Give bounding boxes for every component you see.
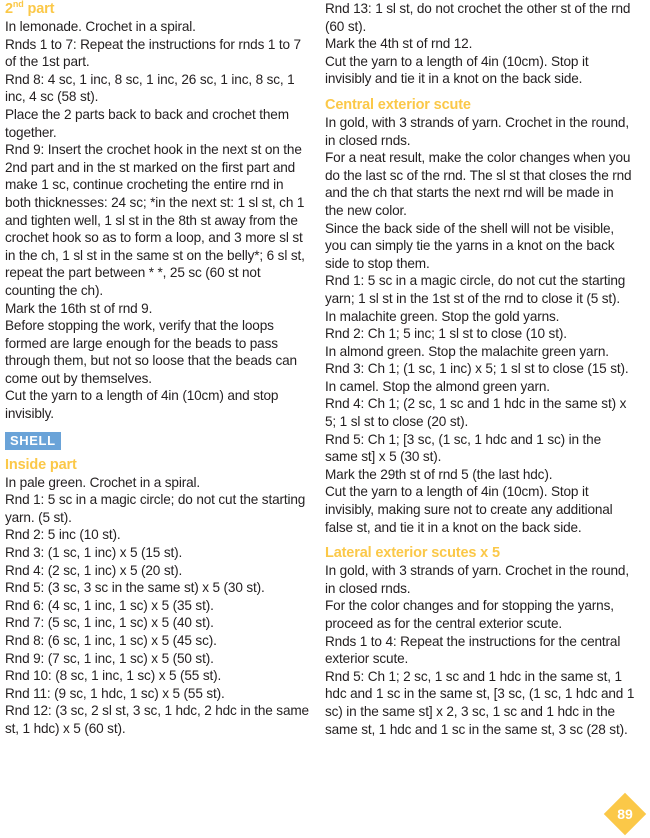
instruction-line: Rnd 8: 4 sc, 1 inc, 8 sc, 1 inc, 26 sc, 1 inc, 8 sc, 1 inc, 4 sc (58 st). xyxy=(5,71,295,105)
instruction-line: In camel. Stop the almond green yarn. xyxy=(325,378,550,394)
instruction-line: Rnd 5: (3 sc, 3 sc in the same st) x 5 (30 st). xyxy=(5,580,265,596)
heading-superscript: nd xyxy=(12,0,24,10)
instruction-line: In pale green. Crochet in a spiral. xyxy=(5,474,200,490)
instruction-line: Rnds 1 to 4: Repeat the instructions for the central exterior scute. xyxy=(325,633,621,667)
instruction-line: Since the back side of the shell will not be visible, you can simply tie the yarns in a knot on the back side to stop them. xyxy=(325,220,615,271)
instruction-line: In lemonade. Crochet in a spiral. xyxy=(5,19,196,34)
instruction-line: Rnd 2: Ch 1; 5 inc; 1 sl st to close (10 st). xyxy=(325,326,567,342)
section-heading-second-part xyxy=(5,0,310,18)
section-lateral-exterior-scutes xyxy=(325,544,635,738)
left-column xyxy=(5,0,310,738)
instruction-line: In gold, with 3 strands of yarn. Crochet in the round, in closed rnds. xyxy=(325,114,629,148)
section-heading-inside-part: Inside part xyxy=(5,456,77,473)
instruction-line: Rnd 9: (7 sc, 1 inc, 1 sc) x 5 (50 st). xyxy=(5,650,214,666)
instruction-line: Rnd 1: 5 sc in a magic circle; do not cut the starting yarn. (5 st). xyxy=(5,492,306,525)
instruction-line: Rnd 11: (9 sc, 1 hdc, 1 sc) x 5 (55 st). xyxy=(5,685,225,701)
heading-number: 2 xyxy=(5,1,13,17)
instruction-line: Mark the 16th st of rnd 9. xyxy=(5,300,153,316)
instruction-line: Rnd 4: Ch 1; (2 sc, 1 sc and 1 hdc in the same st) x 5; 1 sl st to close (20 st). xyxy=(325,396,627,430)
instruction-line: Rnd 12: (3 sc, 2 sl st, 3 sc, 1 hdc, 2 hdc in the same st, 1 hdc) x 5 (60 st). xyxy=(5,703,309,736)
page-number: 89 xyxy=(617,806,633,822)
instruction-line: In gold, with 3 strands of yarn. Crochet in the round, in closed rnds. xyxy=(325,563,629,596)
section-second-part xyxy=(5,0,310,423)
instruction-line: For the color changes and for stopping the yarns, proceed as for the central exterior scute. xyxy=(325,598,614,631)
section-heading-lateral-scutes: Lateral exterior scutes x 5 xyxy=(325,545,500,562)
instruction-line: Before stopping the work, verify that the loops formed are large enough for the beads to pass through them, but not so loose that the beads can come out by themselves. xyxy=(5,318,297,386)
instruction-line: Cut the yarn to a length of 4in (10cm) and stop invisibly. xyxy=(5,388,279,422)
instruction-line: Rnd 6: (4 sc, 1 inc, 1 sc) x 5 (35 st). xyxy=(5,597,214,613)
spacer xyxy=(325,88,635,96)
instruction-line: Rnd 3: Ch 1; (1 sc, 1 inc) x 5; 1 sl st to close (15 st). xyxy=(325,361,629,377)
instruction-line: Cut the yarn to a length of 4in (10cm). Stop it invisibly and tie it in a knot on the back side. xyxy=(325,53,589,87)
instruction-line: Rnd 5: Ch 1; [3 sc, (1 sc, 1 hdc and 1 sc) in the same st] x 5 (30 st). xyxy=(325,431,601,465)
heading-text: part xyxy=(23,1,55,17)
instruction-line: Rnd 13: 1 sl st, do not crochet the other st of the rnd (60 st). xyxy=(325,1,631,34)
section-inside-part xyxy=(5,456,310,738)
instruction-line: Rnd 3: (1 sc, 1 inc) x 5 (15 st). xyxy=(5,545,183,561)
instruction-line: Rnd 8: (6 sc, 1 inc, 1 sc) x 5 (45 sc). xyxy=(5,633,217,648)
instruction-line: Rnd 2: 5 inc (10 st). xyxy=(5,527,121,543)
instruction-line: Rnd 9: Insert the crochet hook in the next st on the 2nd part and in the st marked on the first part and make 1 sc, continue crocheting the entire rnd in both thicknesses: 24 sc; *in the next st: 1 sl st, ch 1 and tighten well, 1 sl st in the 8th st away from the crochet hook so as to form a loop, and 3 more sl st in the ch, 1 sl st in the same st on the belly*; 6 sl st, repeat the part between * *, 25 sc (60 st not counting the ch). xyxy=(5,142,305,298)
instruction-line: Place the 2 parts back to back and crochet them together. xyxy=(5,106,289,140)
instruction-line: For a neat result, make the color changes when you do the last sc of the rnd. The sl st that closes the rnd and the ch that starts the next rnd will be made in the new color. xyxy=(325,150,632,218)
instruction-line: Cut the yarn to a length of 4in (10cm). Stop it invisibly, making sure not to create any additional false st, and tie it in a knot on the back side. xyxy=(325,484,613,535)
instruction-line: Rnd 4: (2 sc, 1 inc) x 5 (20 st). xyxy=(5,562,183,578)
section-central-exterior-scute xyxy=(325,96,635,536)
instruction-line: Rnd 10: (8 sc, 1 inc, 1 sc) x 5 (55 st). xyxy=(5,668,222,684)
instruction-line: Mark the 4th st of rnd 12. xyxy=(325,36,473,52)
section-heading-central-scute: Central exterior scute xyxy=(325,96,471,113)
spacer xyxy=(325,536,635,544)
instruction-line: In almond green. Stop the malachite green yarn. xyxy=(325,343,609,359)
right-column xyxy=(325,0,635,738)
instruction-line: In malachite green. Stop the gold yarns. xyxy=(325,308,560,324)
instruction-line: Mark the 29th st of rnd 5 (the last hdc). xyxy=(325,466,553,482)
page-number-badge xyxy=(603,792,647,836)
instruction-line: Rnd 1: 5 sc in a magic circle, do not cut the starting yarn; 1 sl st in the 1st st of the rnd to close it (5 st). xyxy=(325,273,626,306)
shell-section-tag: SHELL xyxy=(5,432,61,450)
section-inside-part-continued xyxy=(325,0,635,88)
instruction-line: Rnd 5: Ch 1; 2 sc, 1 sc and 1 hdc in the same st, 1 hdc and 1 sc in the same st, [3 sc, (1 sc, 1 hdc and 1 sc) in the same st] x 2, 3 sc, 1 sc and 1 hdc in the same st, 1 hdc and 1 sc in the same st, 3 sc (28 st). xyxy=(325,668,635,737)
instruction-line: Rnd 7: (5 sc, 1 inc, 1 sc) x 5 (40 st). xyxy=(5,615,214,631)
instruction-line: Rnds 1 to 7: Repeat the instructions for rnds 1 to 7 of the 1st part. xyxy=(5,36,301,70)
